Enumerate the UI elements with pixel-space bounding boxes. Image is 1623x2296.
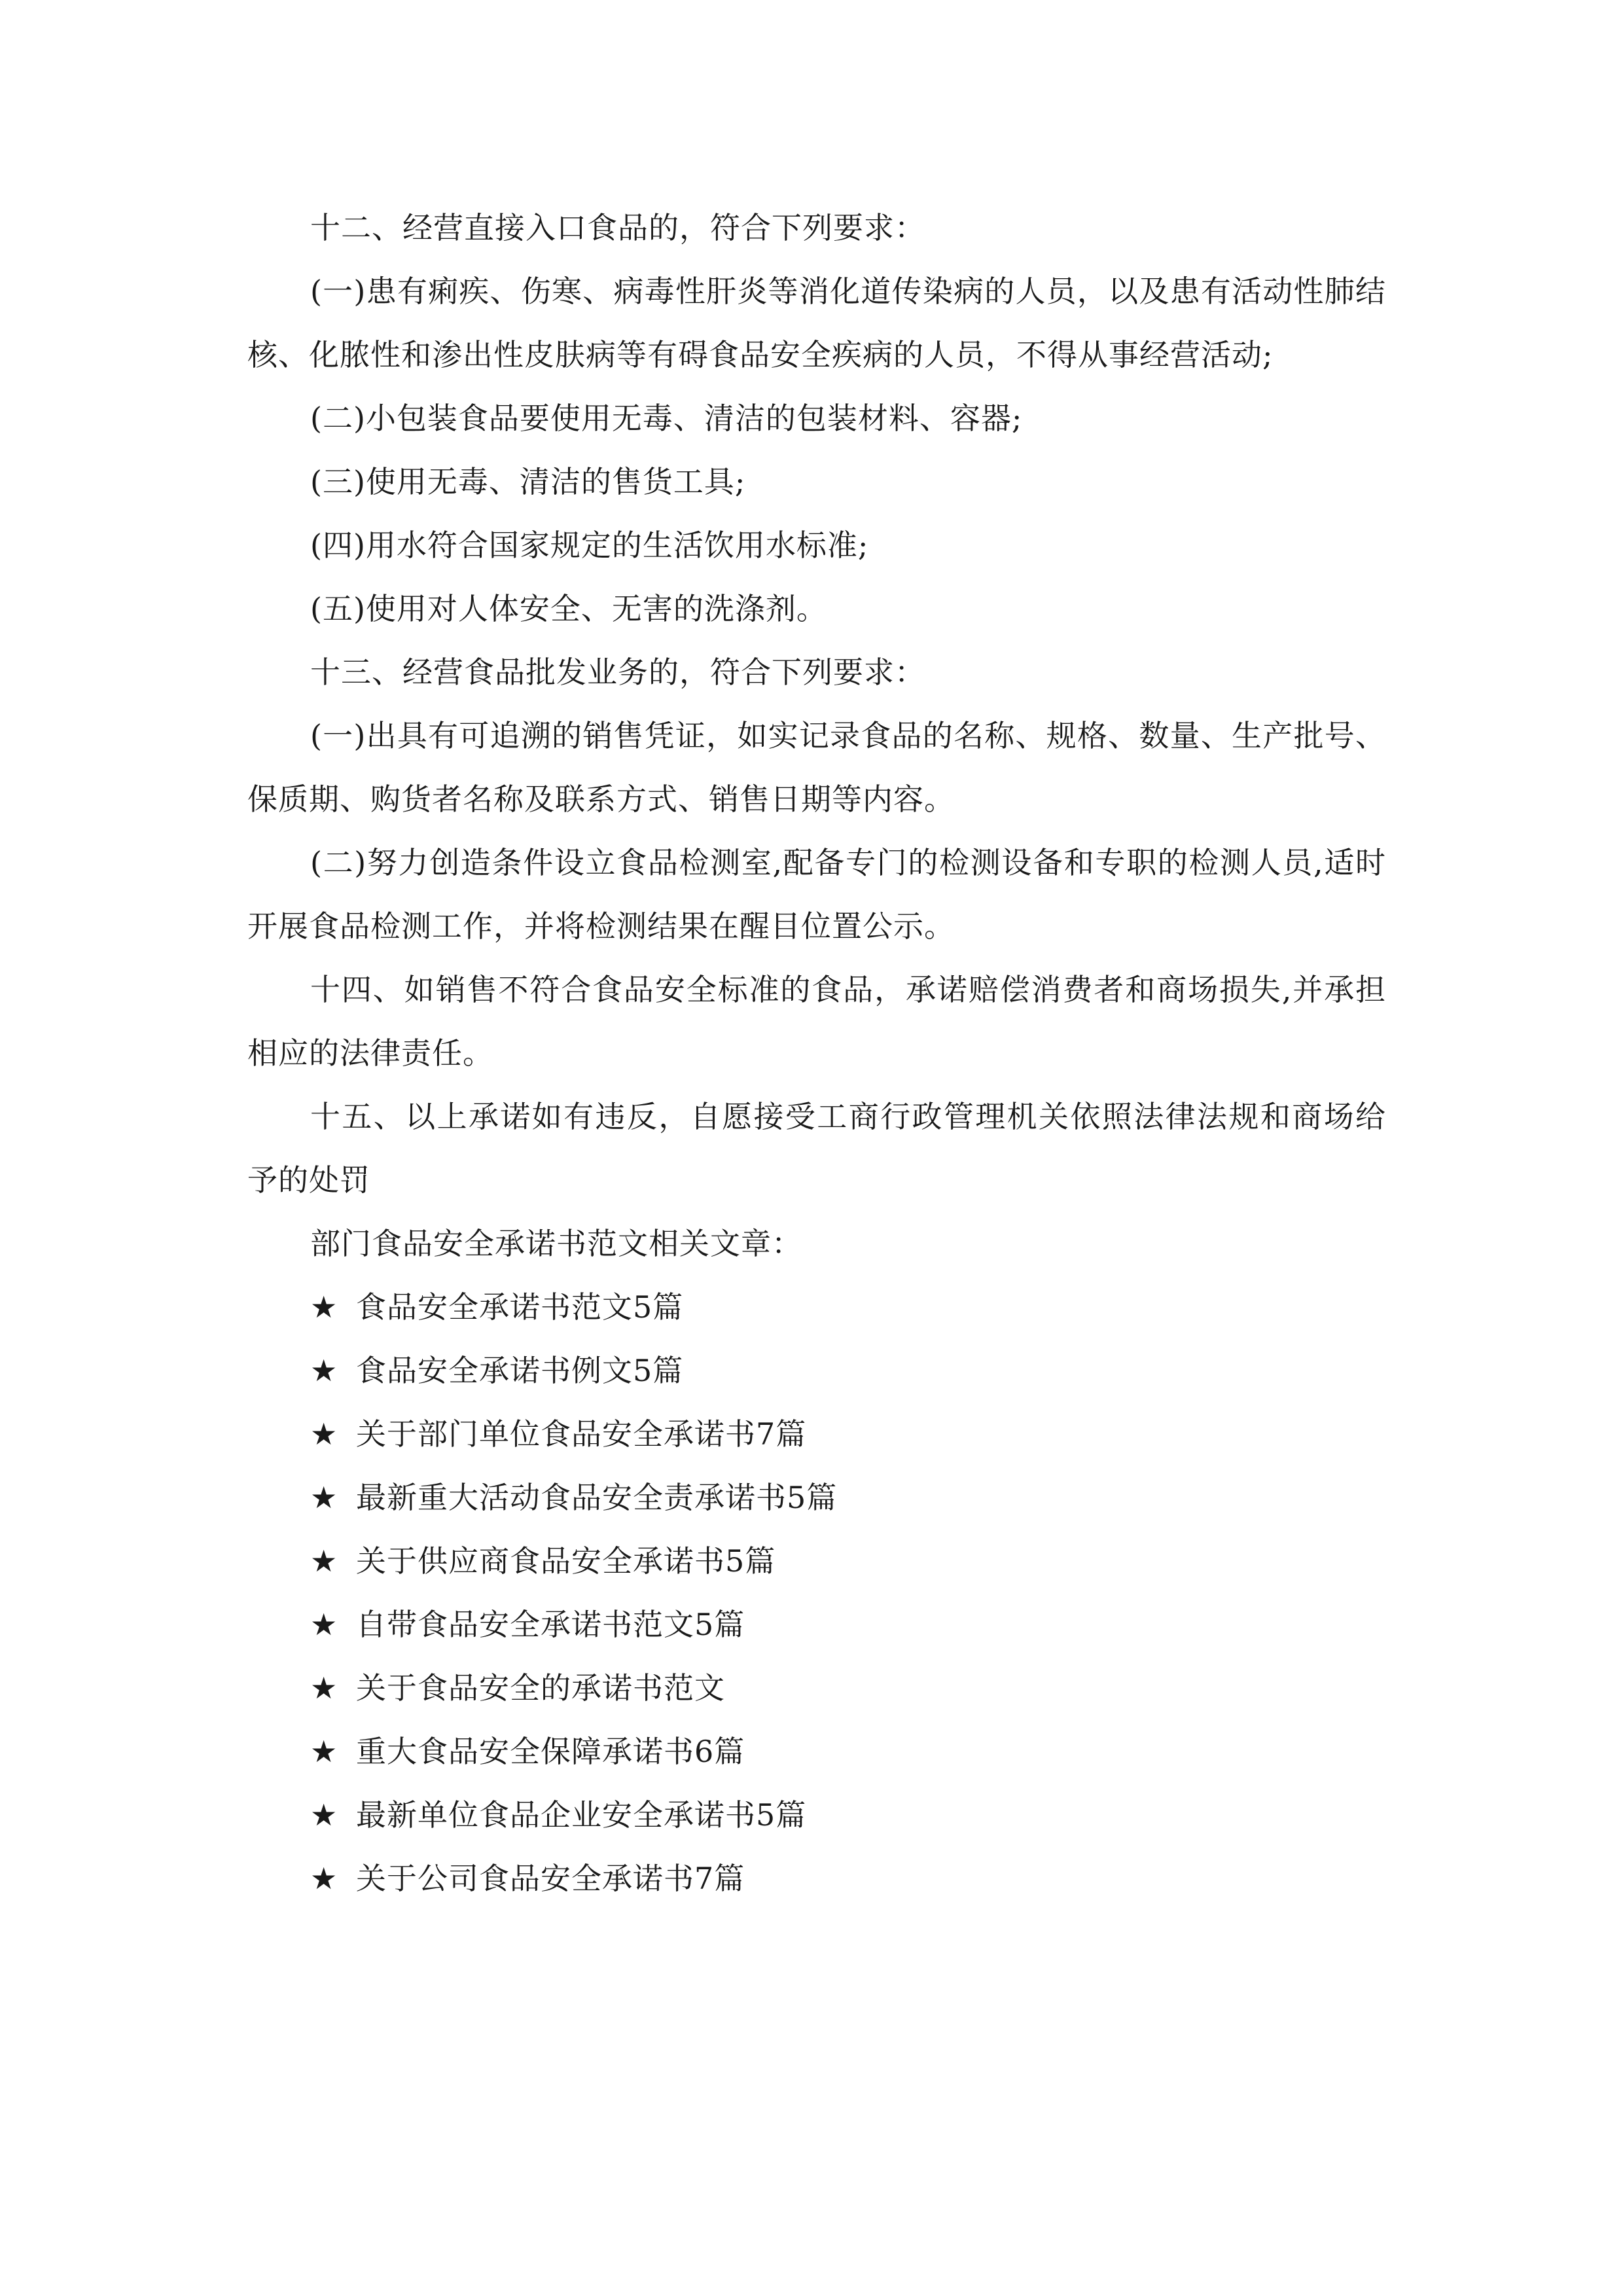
related-article-title: 关于食品安全的承诺书范文: [356, 1670, 725, 1706]
paragraph: (一)出具有可追溯的销售凭证，如实记录食品的名称、规格、数量、生产批号、保质期、购货者名称及联系方式、销售日期等内容。: [247, 718, 1386, 817]
paragraph: (四)用水符合国家规定的生活饮用水标准;: [310, 528, 869, 563]
related-article-link[interactable]: [247, 1720, 1386, 1784]
paragraph: (一)患有痢疾、伤寒、病毒性肝炎等消化道传染病的人员，以及患有活动性肺结核、化脓性和渗出性皮肤病等有碍食品安全疾病的人员，不得从事经营活动;: [247, 274, 1386, 372]
related-article-link[interactable]: [247, 1403, 1386, 1466]
paragraph: 十五、以上承诺如有违反，自愿接受工商行政管理机关依照法律法规和商场给予的处罚: [247, 1099, 1386, 1198]
related-article-link[interactable]: [247, 1530, 1386, 1593]
star-icon: ★: [310, 1797, 338, 1833]
paragraph: 十四、如销售不符合食品安全标准的食品，承诺赔偿消费者和商场损失,并承担相应的法律责任。: [247, 972, 1386, 1071]
related-article-link[interactable]: [247, 1784, 1386, 1847]
related-articles-heading: 部门食品安全承诺书范文相关文章：: [310, 1226, 802, 1261]
related-article-title: 最新单位食品企业安全承诺书5篇: [356, 1797, 807, 1833]
related-article-link[interactable]: [247, 1466, 1386, 1530]
related-article-title: 食品安全承诺书范文5篇: [356, 1289, 684, 1325]
related-article-title: 食品安全承诺书例文5篇: [356, 1353, 684, 1388]
star-icon: ★: [310, 1861, 338, 1896]
star-icon: ★: [310, 1416, 338, 1452]
related-article-title: 关于公司食品安全承诺书7篇: [356, 1861, 745, 1896]
paragraph: 十二、经营直接入口食品的，符合下列要求：: [310, 210, 925, 245]
paragraph: (二)小包装食品要使用无毒、清洁的包装材料、容器;: [310, 401, 1023, 436]
related-article-title: 自带食品安全承诺书范文5篇: [356, 1607, 745, 1642]
star-icon: ★: [310, 1353, 338, 1388]
star-icon: ★: [310, 1734, 338, 1769]
related-article-link[interactable]: [247, 1847, 1386, 1910]
star-icon: ★: [310, 1607, 338, 1642]
related-article-link[interactable]: [247, 1339, 1386, 1403]
related-article-link[interactable]: [247, 1657, 1386, 1720]
related-article-title: 关于部门单位食品安全承诺书7篇: [356, 1416, 807, 1452]
related-article-link[interactable]: [247, 1276, 1386, 1339]
star-icon: ★: [310, 1289, 338, 1325]
related-article-link[interactable]: [247, 1593, 1386, 1657]
star-icon: ★: [310, 1543, 338, 1579]
paragraph: (二)努力创造条件设立食品检测室,配备专门的检测设备和专职的检测人员,适时开展食品检测工作，并将检测结果在醒目位置公示。: [247, 845, 1386, 944]
related-article-title: 最新重大活动食品安全责承诺书5篇: [356, 1480, 838, 1515]
related-article-title: 重大食品安全保障承诺书6篇: [356, 1734, 745, 1769]
star-icon: ★: [310, 1480, 338, 1515]
paragraph: (三)使用无毒、清洁的售货工具;: [310, 464, 746, 499]
paragraph: 十三、经营食品批发业务的，符合下列要求：: [310, 655, 925, 690]
related-article-title: 关于供应商食品安全承诺书5篇: [356, 1543, 776, 1579]
paragraph: (五)使用对人体安全、无害的洗涤剂。: [310, 591, 827, 626]
related-articles-list: [247, 1276, 1386, 1910]
document-body: [247, 196, 1386, 1910]
star-icon: ★: [310, 1670, 338, 1706]
